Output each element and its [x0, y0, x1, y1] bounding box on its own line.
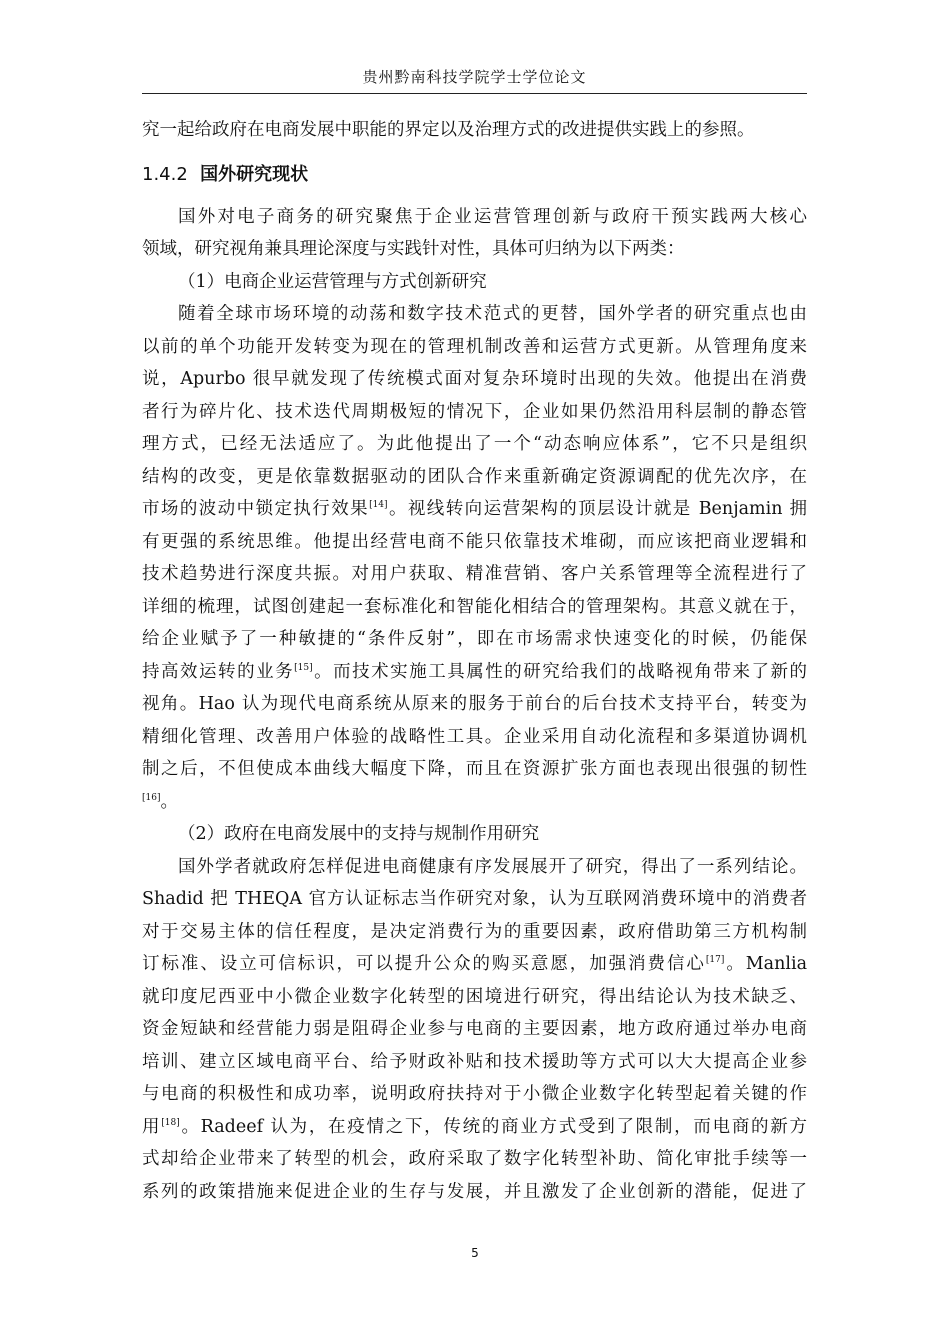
text-line: [142, 786, 807, 819]
text-line: 领域，研究视角兼具理论深度与实践针对性，具体可归纳为以下两类：: [142, 239, 685, 259]
subheading-1: （1）电商企业运营管理与方式创新研究: [178, 271, 487, 292]
text-segment: 市场的波动中锁定执行效果: [142, 499, 370, 519]
text-line: 式却给企业带来了转型的机会，政府采取了数字化转型补助、简化审批手续等一: [142, 1149, 807, 1169]
text-segment: 。视线转向运营架构的顶层设计就是 Benjamin 拥: [387, 499, 807, 519]
section-title: 国外研究现状: [200, 163, 309, 185]
page-number: 5: [471, 1246, 479, 1260]
text-line: 视角。Hao 认为现代电商系统从原来的服务于前台的后台技术支持平台，转变为: [142, 694, 807, 714]
text-line: 制之后，不但使成本曲线大幅度下降，而且在资源扩张方面也表现出很强的韧性: [142, 759, 807, 779]
text-line: 给企业赋予了一种敏捷的“条件反射”，即在市场需求快速变化的时候，仍能保: [142, 629, 807, 649]
text-line: 以前的单个功能开发转变为现在的管理机制改善和运营方式更新。从管理角度来: [142, 336, 807, 357]
text-segment: 用: [142, 1116, 162, 1137]
text-line: 国外学者就政府怎样促进电商健康有序发展展开了研究，得出了一系列结论。: [178, 856, 807, 877]
text-line: 与电商的积极性和成功率，说明政府扶持对于小微企业数字化转型起着关键的作: [142, 1084, 807, 1104]
citation-14: [14]: [369, 500, 388, 511]
text-line: 有更强的系统思维。他提出经营电商不能只依靠技术堆砌，而应该把商业逻辑和: [142, 531, 807, 552]
text-line: 就印度尼西亚中小微企业数字化转型的困境进行研究，得出结论认为技术缺乏、: [142, 986, 807, 1007]
text-line: 资金短缺和经营能力弱是阻碍企业参与电商的主要因素，地方政府通过举办电商: [142, 1019, 807, 1039]
text-segment: 。Radeef 认为，在疫情之下，传统的商业方式受到了限制，而电商的新方: [179, 1116, 807, 1137]
text-line: 随着全球市场环境的动荡和数字技术范式的更替，国外学者的研究重点也由: [178, 304, 807, 324]
citation-18: [18]: [161, 1117, 180, 1128]
text-line: 对于交易主体的信任程度，是决定消费行为的重要因素，政府借助第三方机构制: [142, 921, 807, 942]
header-rule: [142, 93, 807, 94]
text-line: 结构的改变，更是依靠数据驱动的团队合作来重新确定资源调配的优先次序，在: [142, 466, 807, 487]
text-line: 详细的梳理，试图创建起一套标准化和智能化相结合的管理架构。其意义就在于，: [142, 596, 807, 617]
text-segment: 。而技术实施工具属性的研究给我们的战略视角带来了新的: [312, 661, 807, 682]
subheading-2: （2）政府在电商发展中的支持与规制作用研究: [178, 824, 540, 844]
text-line: 国外对电子商务的研究聚焦于企业运营管理创新与政府干预实践两大核心: [178, 206, 807, 227]
text-line: 技术趋势进行深度共振。对用户获取、精准营销、客户关系管理等全流程进行了: [142, 564, 807, 584]
text-segment: 。Manlia: [724, 954, 807, 974]
text-line: Shadid 把 THEQA 官方认证标志当作研究对象，认为互联网消费环境中的消费者: [142, 889, 807, 909]
citation-17: [17]: [705, 955, 725, 966]
citation-15: [15]: [294, 662, 313, 673]
text-segment: 订标准、设立可信标识，可以提升公众的购买意愿，加强消费信心: [142, 954, 706, 974]
running-header: 贵州黔南科技学院学士学位论文: [362, 68, 587, 86]
text-line: [142, 656, 807, 689]
text-line: [142, 948, 807, 981]
text-segment: 持高效运转的业务: [142, 661, 295, 682]
text-line: 系列的政策措施来促进企业的生存与发展，并且激发了企业创新的潜能，促进了: [142, 1181, 807, 1202]
text-line: 究一起给政府在电商发展中职能的界定以及治理方式的改进提供实践上的参照。: [142, 120, 755, 140]
text-line: [142, 493, 807, 526]
section-number: 1.4.2: [142, 163, 188, 185]
section-heading: [142, 155, 807, 195]
citation-16: [16]: [142, 792, 161, 803]
text-line: 理方式，已经无法适应了。为此他提出了一个“动态响应体系”，它不只是组织: [142, 434, 807, 454]
text-line: 精细化管理、改善用户体验的战略性工具。企业采用自动化流程和多渠道协调机: [142, 726, 807, 747]
text-line: 培训、建立区域电商平台、给予财政补贴和技术援助等方式可以大大提高企业参: [142, 1051, 807, 1072]
text-line: [142, 1111, 807, 1144]
page-body: [142, 114, 807, 1208]
text-line: 说，Apurbo 很早就发现了传统模式面对复杂环境时出现的失效。他提出在消费: [142, 369, 807, 389]
text-line: 者行为碎片化、技术迭代周期极短的情况下，企业如果仍然沿用科层制的静态管: [142, 401, 807, 422]
text-segment: 。: [160, 791, 178, 812]
